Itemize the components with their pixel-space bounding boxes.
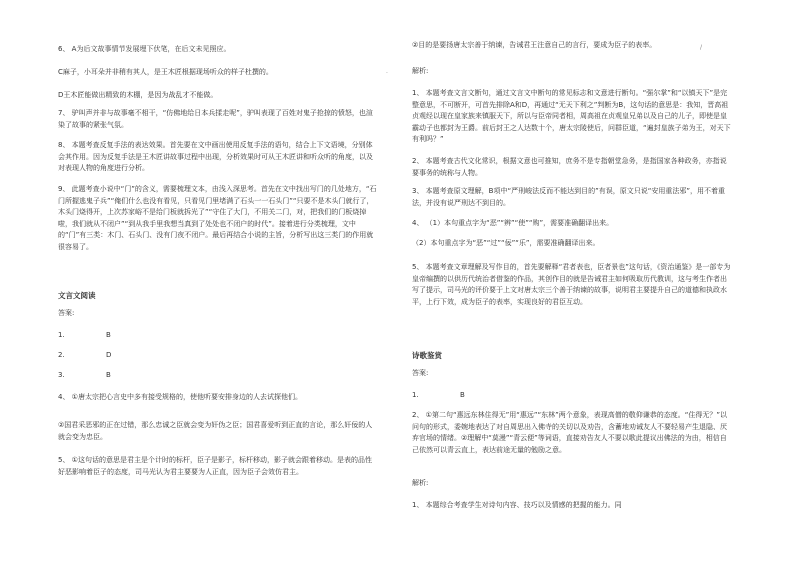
paragraph: 4、 ①唐太宗把心言史中多有接受规格的，使他听要安排身边的人去试探他们。 bbox=[58, 393, 302, 401]
answer-value: B bbox=[460, 391, 465, 399]
answer-number: 2. bbox=[58, 351, 65, 359]
item-9 bbox=[58, 184, 378, 253]
stray-mark: / bbox=[700, 44, 703, 51]
analysis-1 bbox=[412, 88, 732, 146]
paragraph: 4、 （1）本句重点字为“恶”“辨”“使”“购”，需要准确翻译出来。 bbox=[412, 219, 614, 227]
analysis-5 bbox=[412, 262, 732, 308]
answer-4 bbox=[58, 392, 378, 404]
answer-value: D bbox=[106, 351, 112, 359]
analysis-2 bbox=[412, 156, 732, 179]
item-c bbox=[58, 67, 378, 79]
item-d bbox=[58, 90, 378, 102]
paragraph: C麻子，小耳朵并非稍有其人，是王木匠根据现场听众的样子杜撰的。 bbox=[58, 68, 273, 76]
section-title-classical: 文言文阅读 bbox=[58, 291, 96, 300]
analysis-4-1 bbox=[412, 218, 732, 230]
paragraph: 7、 驴叫声并非与故事毫不相干，“仿佛地给日本兵揉走呢”，驴叫表现了百姓对鬼子抢掠的愤怒，也渲染了故事的紧张气氛。 bbox=[58, 109, 373, 129]
answer-number: 1. bbox=[58, 331, 65, 339]
paragraph: 3、 本题考查原文理解，B项中“严刑峻法反而不能达到目的”有误，原文只说“安用重法邪”，用不着重法，并没有说严刑达不到目的。 bbox=[412, 187, 725, 207]
answer-row bbox=[412, 390, 732, 401]
item-7 bbox=[58, 108, 378, 131]
analysis-4-2 bbox=[412, 238, 732, 250]
answer-value: B bbox=[106, 331, 111, 339]
answer-5-cont bbox=[412, 40, 732, 52]
paragraph: 1、 本题综合考查学生对诗句内容、技巧以及情感的把握的能力。同 bbox=[412, 501, 622, 509]
item-8 bbox=[58, 140, 378, 175]
stray-mark: · bbox=[386, 70, 388, 77]
paragraph: （2）本句重点字为“恶”“过”“佞”“乐”，需要准确翻译出来。 bbox=[412, 239, 600, 247]
paragraph: 6、 A为后文故事情节发展埋下伏笔，在后文未见照应。 bbox=[58, 45, 231, 53]
paragraph: 5、 ①这句话的意思是君主是个计时的标杆，臣子是影子，标杆移动，影子就会跟着移动。是表的品性好恶影响着臣子的态度，司马光认为君主要要为人正直，因为臣子会效仿君主。 bbox=[58, 456, 372, 476]
answer-number: 3. bbox=[58, 371, 65, 379]
paragraph: 9、 此题考查小说中“门”的含义，需要梳理文本，由浅入深思考。首先在文中找出写门的几处地方，“石门所握逃鬼子兵”“俺们什么也没有看见，只看见门里堵满了石头一一石头门”“只要不是木头门就行了，木头门烧得开，上次苏家峪不是给门板就拆光了”“守住了大门，不用关二门，对，把我们的门板烧掉啦，我们就从不闭户”“到从我手里我想当真到了处处也不闭户的时代”。接着进行分类梳理，文中的“门”有三类：木门、石头门、没有门夜不闭户。最后再结合小说的主旨，分析写出这三类门的作用就很容易了。 bbox=[58, 185, 377, 251]
answer-4b bbox=[58, 420, 378, 443]
paragraph: 5、 本题考查文章理解及写作目的，首先要解释“君者表也，臣者景也”这句话，《资治通鉴》是一部专为皇帝编撰的以供历代统治者借鉴的作品，其创作目的就是告诫君主如何吸取历代教训，这与考生作者出写了提示，司马光的评价要于上文对唐太宗三个善于纳谏的故事，说明君主要提升自己的道德和执政水平，上行下效，成为臣子的表率，实现良好的君臣互动。 bbox=[412, 263, 731, 306]
analysis-label: 解析: bbox=[412, 479, 429, 487]
paragraph: ②国君采恶邪的正在过错，那么忠诚之臣就会变为奸伪之臣；国君喜爱听到正直的言论，那么奸佞的人就会变为忠臣。 bbox=[58, 421, 373, 441]
answer-row bbox=[58, 330, 378, 341]
section-title-poetry: 诗歌鉴赏 bbox=[412, 351, 442, 360]
paragraph: ②目的是要扬唐太宗善于纳谏，告诫君王注意自己的言行，要成为臣子的表率。 bbox=[412, 41, 657, 49]
paragraph: 8、 本题考查反复手法的表达效果。首先要在文中画出使用反复手法的语句，结合上下文语境，分别体会其作用。因为反复手法是王木匠讲故事过程中出现，分析效果时可从王木匠讲和听众听的角度，以及对表现人物的角度进行分析。 bbox=[58, 141, 373, 172]
answer-row bbox=[58, 350, 378, 361]
answer-row bbox=[58, 370, 378, 381]
answer-number: 1. bbox=[412, 391, 419, 399]
answer-label: 答案: bbox=[58, 309, 75, 317]
paragraph: 2、 本题考查古代文化常识，根据文意也可推知，庶务不是专指朝堂急务，是指国家各种政务，亦指说要事务的统称与人物。 bbox=[412, 157, 727, 177]
answer-5 bbox=[58, 455, 378, 478]
poetry-analysis-1 bbox=[412, 500, 732, 512]
answer-value: B bbox=[106, 371, 111, 379]
paragraph: 2、 ①第二句“惠远东林住得无”用“惠远”“东林”两个意象，表现高僧的敬仰谦恭的态度。“住得无？”以问句的形式，委婉地表达了对自周思出入佛寺的关切以及劝告，含蓄地劝诫友人不要轻易产生退隐、厌弃官场的情绪。②理解中“莫漫”“青云便”等词语，直接劝告友人不要以歌此提议出佛法的为由，相信自己依然可以青云直上，表达前途无量的勉励之意。 bbox=[412, 411, 727, 454]
paragraph: D王木匠能做出精致的木棚，是因为战乱才不能做。 bbox=[58, 91, 218, 99]
analysis-label: 解析: bbox=[412, 67, 429, 75]
analysis-3 bbox=[412, 186, 732, 209]
paragraph: 1、 本题考查文言文断句，通过文言文中断句的常见标志和文意进行断句。“强尔掌”和“以镇天下”是完整意思，不可断开，可首先排除A和D，再通过“无天下利之”判断为B，这句话的意思是：我知，晋高祖贞观经以现在皇家族来镇服天下，所以与臣帝同者相，周高祖在贞观皇兄弟以及自己的儿子，即使是皇霸动子也都封为王爵。前后封王之人达数十个，唐太宗陵使后，问群臣道，“遍封皇族子弟为王，对天下有利吗？” bbox=[412, 89, 731, 143]
answer-label: 答案: bbox=[412, 369, 429, 377]
poetry-answer-2 bbox=[412, 410, 732, 456]
item-6 bbox=[58, 44, 378, 56]
